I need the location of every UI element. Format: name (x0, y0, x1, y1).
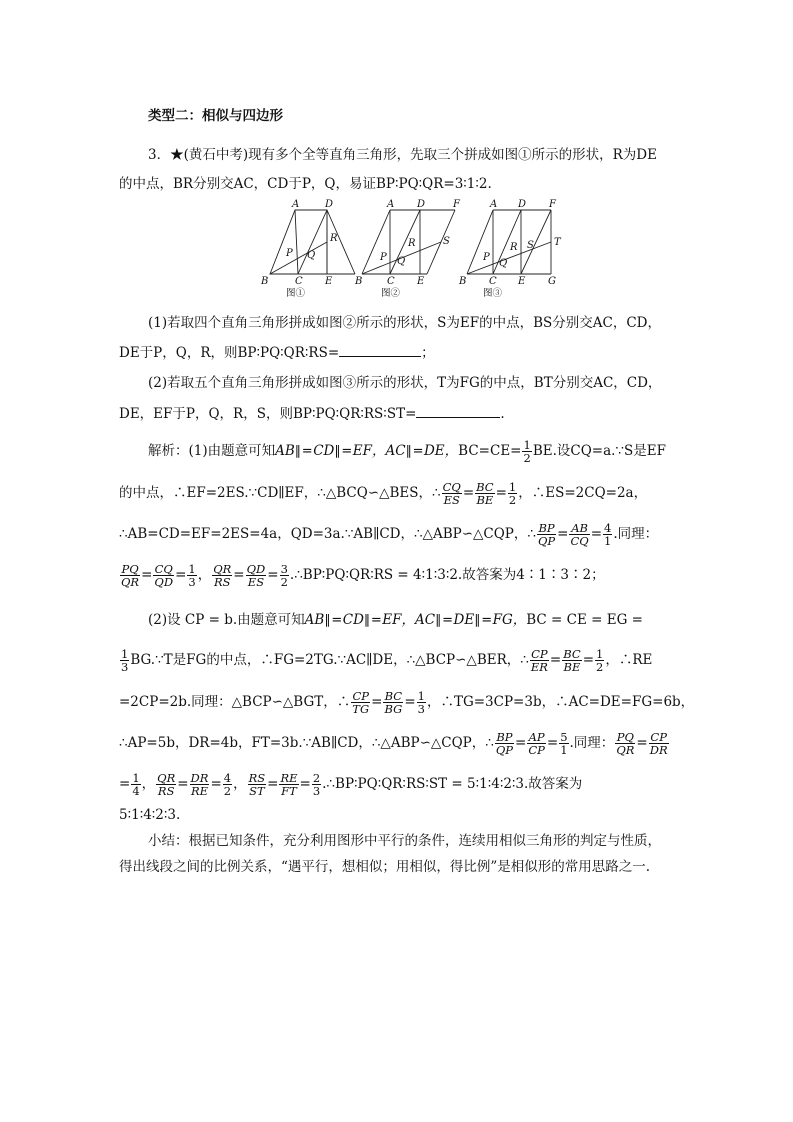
fraction: $\frac{BC}{BE}$ (476, 480, 494, 507)
fraction: $\frac{1}{2}$ (508, 480, 517, 507)
problem-stem-line2: 的中点，BR分别交AC，CD于P，Q，易证BP∶PQ∶QR=3∶1∶2. (119, 176, 492, 192)
fig3-label-d: D (518, 199, 527, 210)
fraction: $\frac{4}{1}$ (604, 521, 612, 548)
fraction: $\frac{CP}{TG}$ (352, 689, 370, 716)
problem-number: 3． (148, 147, 171, 163)
fig3-label-e: E (518, 276, 526, 287)
fig3-label-f: F (549, 199, 556, 210)
fig2-label-s: S (443, 236, 450, 247)
part1-end: ； (421, 345, 435, 361)
problem-stem-text: 现有多个全等直角三角形，先取三个拼成如图①所示的形状，R为DE (248, 147, 657, 163)
fig1-label-c: C (295, 276, 303, 287)
parallel-equal-symbol: ∥= (324, 613, 343, 628)
fig3-label-a: A (490, 199, 498, 210)
parallel-equal-symbol: ∥= (334, 444, 353, 459)
solution-line5: (2)设 CP = b.由题意可知AB∥=CD∥=EF，AC∥=DE∥=FG，BC = CE = EG = (148, 612, 643, 628)
part1-text: DE于P，Q，R，则BP∶PQ∶QR∶RS= (119, 345, 340, 361)
fig2-label-q: Q (397, 256, 406, 267)
fig1-label-q: Q (307, 250, 316, 261)
fig3-label-b: B (459, 276, 467, 287)
solution-line9: = $\frac{1}{4}$ ， $\frac{QR}{RS}$ = $\frac{DR}{RE}$ = $\frac{4}{2}$ ， $\frac{RS}{ST}$ = $\frac{RE}{FT}$ = $\frac{2}{3}$ .∴BP∶PQ∶QR∶RS∶ST = 5∶1∶4∶2∶3.故答案为 (119, 771, 583, 798)
fraction: $\frac{1}{2}$ (596, 647, 604, 674)
parallel-equal-symbol: ∥= (435, 613, 454, 628)
fraction: $\frac{PQ}{QR}$ (121, 562, 140, 589)
solution-line2: 的中点，∴EF=2ES.∵CD∥EF，∴△BCQ∽△BES，∴ $\frac{CQ}{ES}$ = $\frac{BC}{BE}$ = $\frac{1}{2}$ ，∴ES=2CQ=2a， (119, 480, 648, 507)
solution-line10: 5∶1∶4∶2∶3. (119, 807, 181, 823)
fraction: $\frac{1}{2}$ (523, 438, 531, 465)
fig3-caption: 图③ (483, 288, 503, 299)
solution-line7: =2CP=2b.同理：△BCP∽△BGT，∴ $\frac{CP}{TG}$ = $\frac{BC}{BG}$ = $\frac{1}{3}$ ，∴TG=3CP=3b，∴AC=DE=FG=6b， (119, 689, 695, 716)
figure-1 (260, 199, 355, 299)
fraction: $\frac{CQ}{QD}$ (154, 562, 174, 589)
fraction: $\frac{3}{2}$ (280, 562, 288, 589)
part2-line1: (2)若取五个直角三角形拼成如图③所示的形状，T为FG的中点，BT分别交AC，CD， (148, 375, 662, 391)
fig1-label-a: A (292, 199, 300, 210)
geometry-figures (255, 196, 565, 300)
fraction: $\frac{BP}{QP}$ (537, 521, 556, 548)
fig2-label-a: A (387, 199, 395, 210)
figure-3 (458, 199, 562, 299)
fraction: $\frac{BC}{BG}$ (384, 689, 403, 716)
fraction: $\frac{RE}{FT}$ (280, 771, 298, 798)
fraction: $\frac{AB}{CQ}$ (570, 521, 589, 548)
solution-line8: ∴AP=5b，DR=4b，FT=3b.∵AB∥CD，∴△ABP∽△CQP，∴ $\frac{BP}{QP}$ = $\frac{AP}{CP}$ = $\frac{5}{1}$ .同理： $\frac{PQ}{QR}$ = $\frac{CP}{DR}$ (119, 730, 668, 757)
parallel-equal-symbol: ∥= (363, 613, 383, 628)
problem-source: (黄石中考) (183, 147, 249, 163)
solution-line1 (148, 439, 666, 464)
fig1-label-r: R (330, 233, 338, 244)
fig1-label-b: B (261, 276, 269, 287)
fig3-label-g: G (548, 276, 556, 287)
sol-text: BE.设CQ=a.∵S是EF (532, 443, 666, 459)
solution-intro: 解析：(1)由题意可知 (148, 443, 276, 459)
fig2-label-r: R (408, 238, 416, 249)
fraction: $\frac{PQ}{QR}$ (616, 730, 635, 757)
fraction: $\frac{QR}{RS}$ (213, 562, 232, 589)
section-heading: 类型二：相似与四边形 (148, 108, 283, 124)
sol-seg-ab: AB (275, 443, 295, 459)
fig2-label-p: P (380, 252, 387, 263)
part2-text: DE，EF于P，Q，R，S，则BP∶PQ∶QR∶RS∶ST= (119, 406, 417, 422)
fig2-label-f: F (453, 199, 460, 210)
fraction: $\frac{1}{4}$ (132, 771, 140, 798)
fraction: $\frac{QD}{ES}$ (246, 562, 266, 589)
summary-line2: 得出线段之间的比例关系，“遇平行，想相似；用相似，得比例”是相似形的常用思路之一. (119, 859, 651, 875)
solution-line4: $\frac{PQ}{QR}$ = $\frac{CQ}{QD}$ = $\frac{1}{3}$ ， $\frac{QR}{RS}$ = $\frac{QD}{ES}$ = $\frac{3}{2}$ .∴BP∶PQ∶QR∶RS = 4∶1∶3∶2.故答案为4∶1∶3∶2； (121, 562, 605, 589)
fraction: $\frac{AP}{CP}$ (528, 730, 545, 757)
solution-line3: ∴AB=CD=EF=2ES=4a，QD=3a.∵AB∥CD，∴△ABP∽△CQP，∴ $\frac{BP}{QP}$ = $\frac{AB}{CQ}$ = $\frac{4}{1}$ .同理： (119, 521, 659, 548)
fig2-label-b: B (355, 276, 363, 287)
fraction: $\frac{RS}{ST}$ (248, 771, 266, 798)
part2-line2 (119, 403, 505, 424)
figure-2 (354, 199, 461, 299)
fraction: $\frac{1}{3}$ (188, 562, 196, 589)
part2-answer-blank[interactable] (416, 403, 500, 418)
fraction: $\frac{BC}{BE}$ (563, 647, 581, 674)
part1-line1: (1)若取四个直角三角形拼成如图②所示的形状，S为EF的中点，BS分别交AC，CD， (148, 315, 661, 331)
fraction: $\frac{2}{3}$ (312, 771, 321, 798)
parallel-equal-symbol: ∥= (405, 444, 424, 459)
part1-answer-blank[interactable] (339, 342, 421, 357)
fraction: $\frac{4}{2}$ (223, 771, 232, 798)
fraction: $\frac{DR}{RE}$ (190, 771, 209, 798)
fig3-label-s: S (527, 240, 534, 251)
sol-seg-ef: EF，AC (352, 443, 406, 459)
parallel-equal-symbol: ∥= (294, 444, 314, 459)
fig1-label-p: P (286, 248, 293, 259)
fig1-label-e: E (325, 276, 333, 287)
fig1-caption: 图① (286, 288, 306, 299)
summary-line1: 小结：根据已知条件，充分利用图形中平行的条件，连续用相似三角形的判定与性质， (148, 833, 661, 849)
solution-line6: $\frac{1}{3}$ BG.∵T是FG的中点，∴FG=2TG.∵AC∥DE，∴△BCP∽△BER，∴ $\frac{CP}{ER}$ = $\frac{BC}{BE}$ = $\frac{1}{2}$ ，∴RE (121, 647, 653, 674)
fig3-label-r: R (510, 242, 518, 253)
figures-group (255, 196, 565, 304)
part2-end: . (500, 406, 505, 422)
parallel-equal-symbol: ∥= (474, 613, 493, 628)
fig3-label-q: Q (499, 258, 508, 269)
sol-seg-de: DE， (423, 443, 459, 459)
fig2-label-e: E (417, 276, 425, 287)
sol-bc-ce: BC=CE= (458, 443, 522, 459)
fig3-label-p: P (483, 252, 490, 263)
sol-seg-cd: CD (313, 443, 335, 459)
fraction: $\frac{QR}{RS}$ (157, 771, 176, 798)
part1-line2 (119, 342, 435, 363)
fraction: $\frac{1}{3}$ (417, 689, 425, 716)
fig3-label-c: C (489, 276, 497, 287)
fraction: $\frac{CP}{DR}$ (649, 730, 668, 757)
fraction: $\frac{CP}{ER}$ (530, 647, 548, 674)
fig2-label-c: C (387, 276, 395, 287)
fig1-label-d: D (325, 199, 334, 210)
problem-stem-line1 (148, 145, 657, 165)
fig3-label-t: T (554, 237, 561, 248)
fraction: $\frac{1}{3}$ (121, 647, 129, 674)
fig2-caption: 图② (381, 288, 401, 299)
fig2-label-d: D (417, 199, 426, 210)
star-icon: ★ (170, 147, 184, 163)
fraction: $\frac{5}{1}$ (560, 730, 568, 757)
fraction: $\frac{CQ}{ES}$ (442, 480, 461, 507)
fraction: $\frac{BP}{QP}$ (495, 730, 514, 757)
